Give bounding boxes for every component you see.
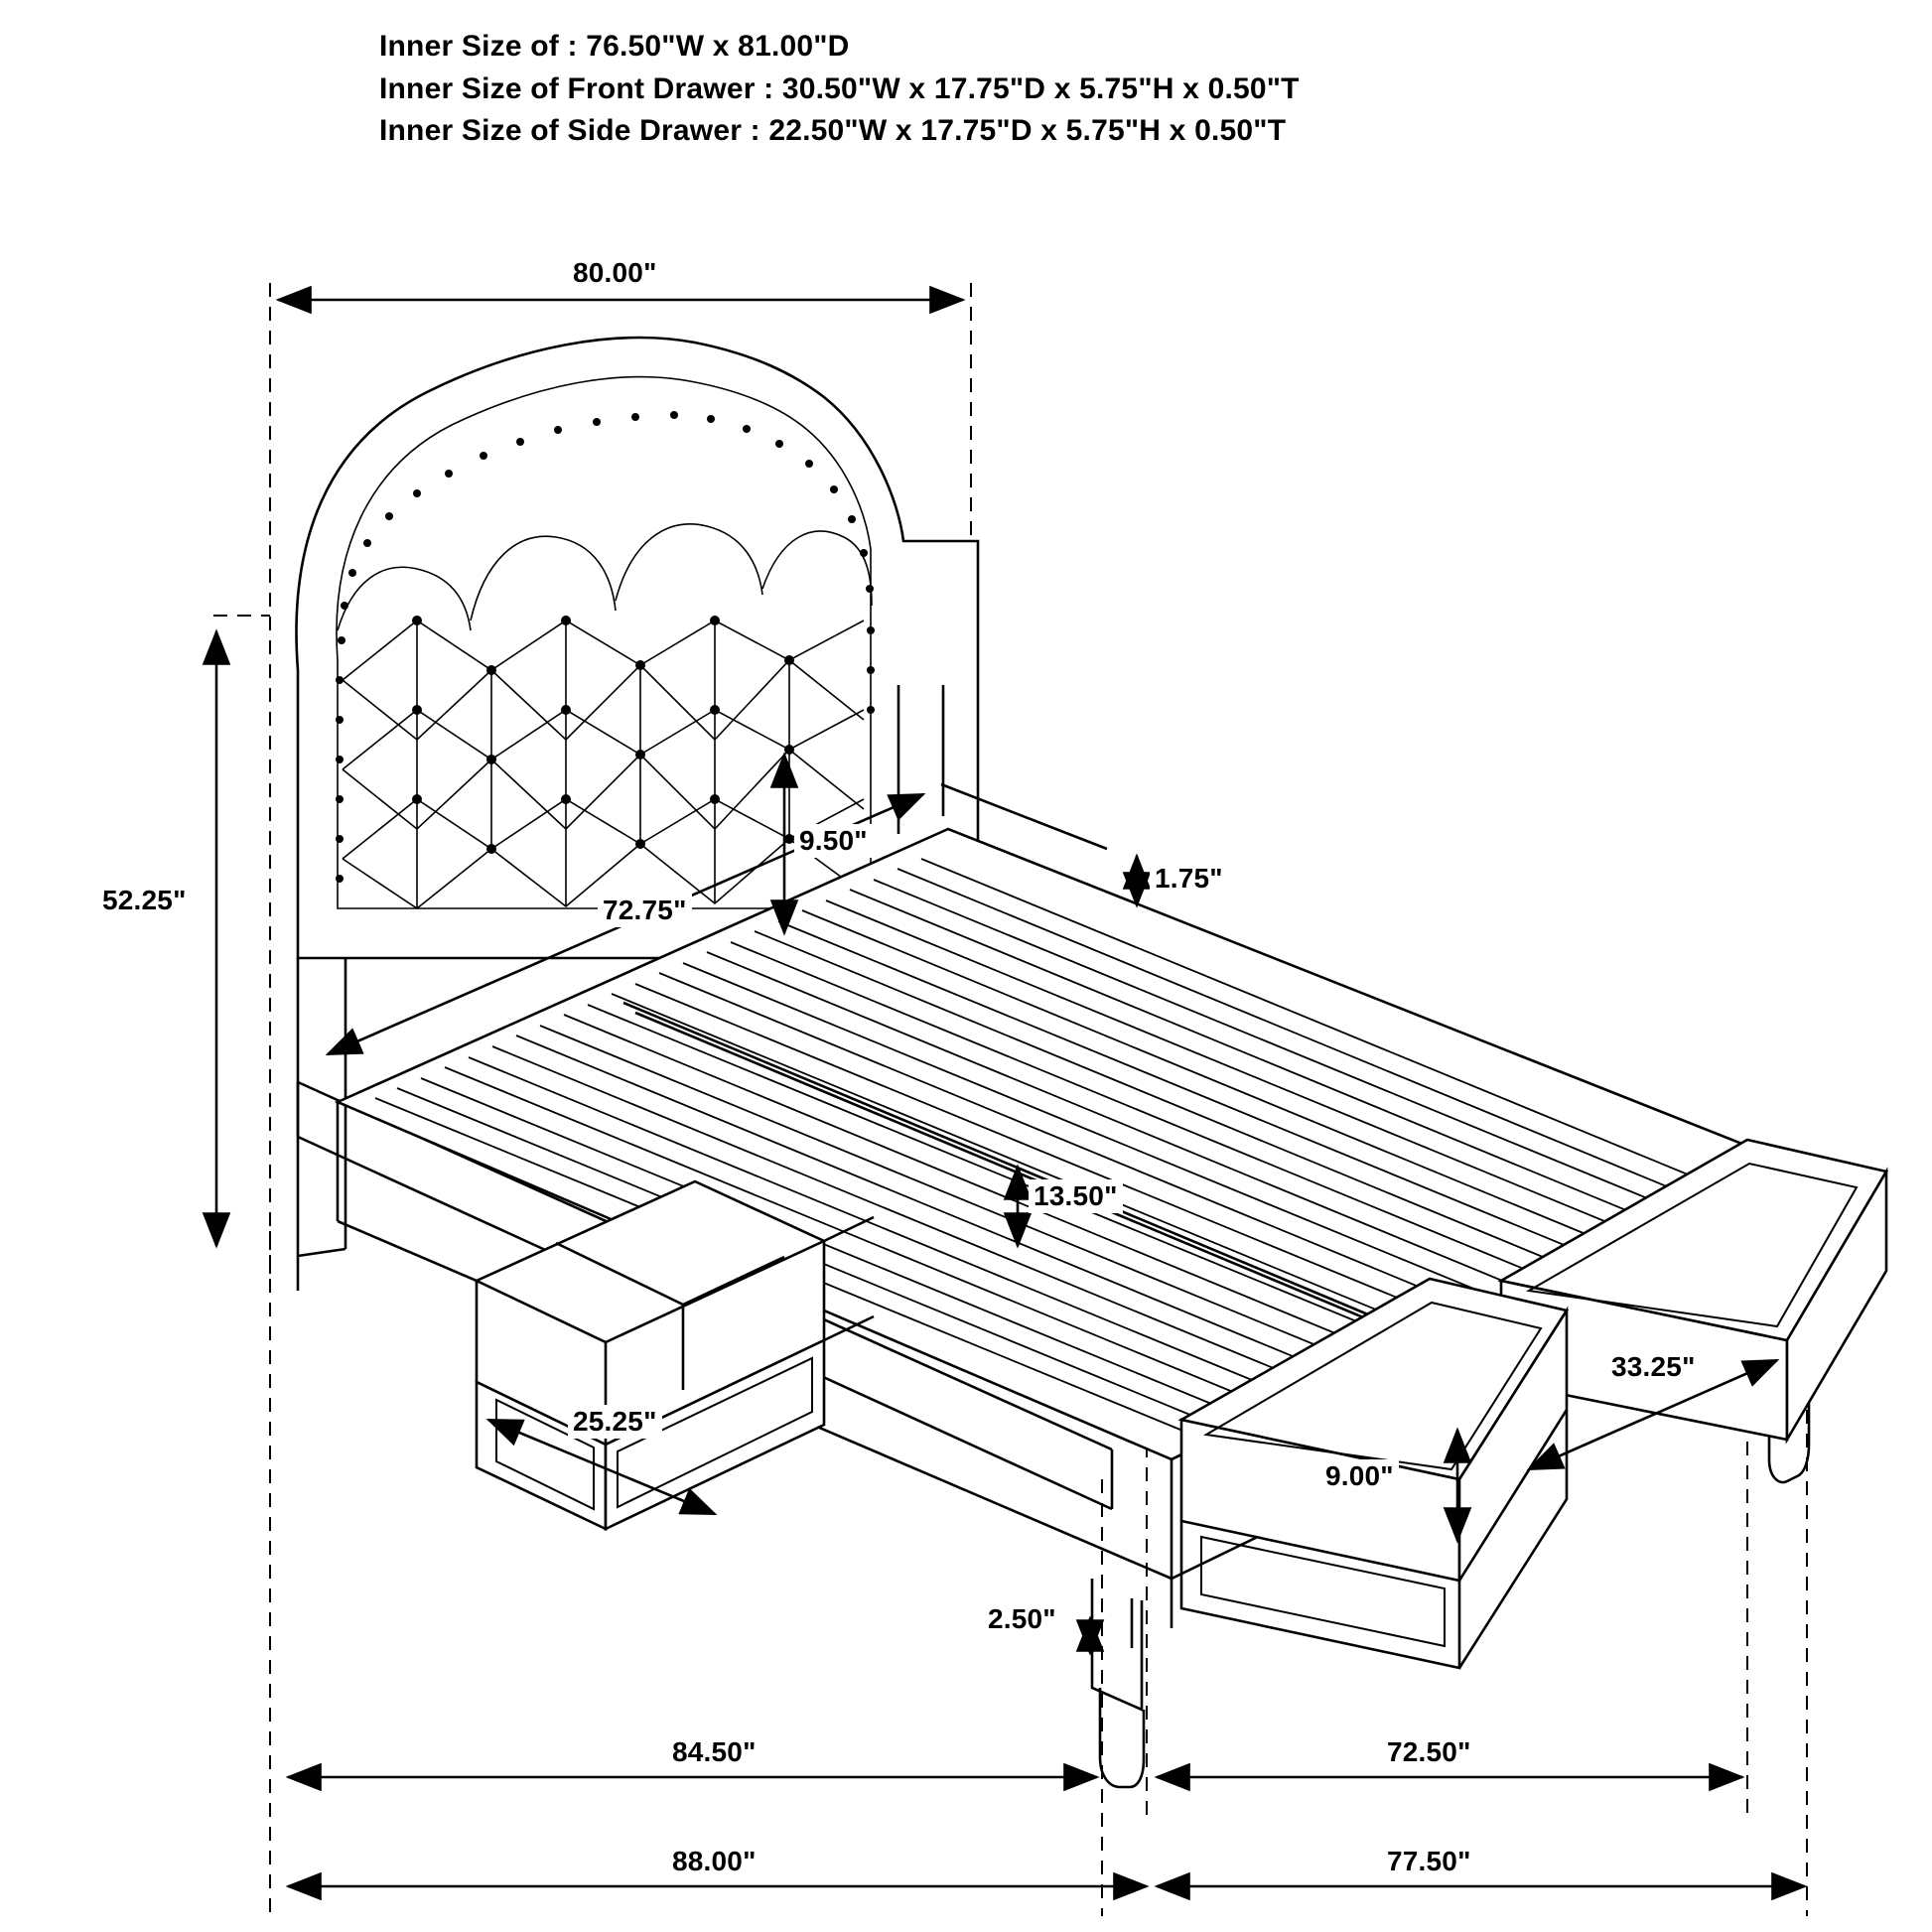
dim-label-headboard-clearance: 9.50" <box>794 824 873 858</box>
dim-label-overall-height: 52.25" <box>97 884 192 917</box>
dim-label-drawer-height: 9.00" <box>1320 1459 1399 1493</box>
dim-label-bed-width-overall: 77.50" <box>1382 1845 1476 1878</box>
spec-line-side-drawer: Inner Size of Side Drawer : 22.50"W x 17.75"D x 5.75"H x 0.50"T <box>379 114 1287 148</box>
dim-label-headboard-panel-width: 72.75" <box>598 894 692 927</box>
spec-line-front-drawer: Inner Size of Front Drawer : 30.50"W x 17.75"D x 5.75"H x 0.50"T <box>379 71 1300 105</box>
dim-label-leg-height: 2.50" <box>983 1602 1061 1636</box>
dim-label-bed-length-inner: 84.50" <box>667 1735 761 1769</box>
dim-label-bed-length-overall: 88.00" <box>667 1845 761 1878</box>
dim-label-rail-thickness: 1.75" <box>1150 862 1228 896</box>
dim-label-bed-width-inner: 72.50" <box>1382 1735 1476 1769</box>
dim-label-front-drawer-width: 25.25" <box>568 1405 662 1439</box>
dim-label-deck-height: 13.50" <box>1029 1179 1123 1213</box>
dim-label-headboard-width: 80.00" <box>568 256 662 290</box>
spec-line-inner-size: Inner Size of : 76.50"W x 81.00"D <box>379 30 850 63</box>
dim-label-side-drawer-width: 33.25" <box>1606 1350 1701 1384</box>
